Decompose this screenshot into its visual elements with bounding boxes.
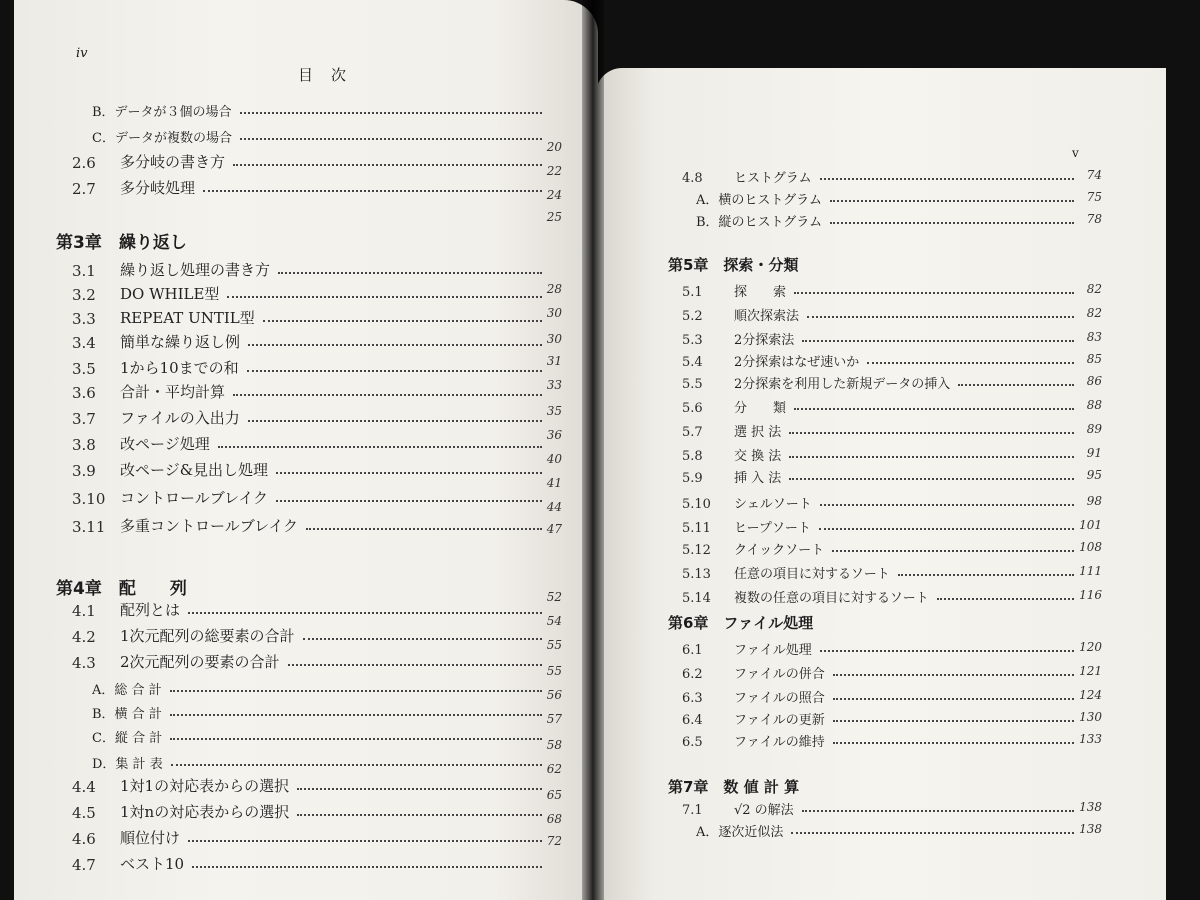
section-title: C．縦 合 計 <box>92 731 163 746</box>
leader-dots <box>188 612 542 614</box>
leader-dots <box>789 478 1074 480</box>
section-title: √2 の解法 <box>734 803 794 818</box>
section-number: 4.5 <box>72 804 96 822</box>
page-number: 58 <box>546 738 562 752</box>
section-title: 多分岐の書き方 <box>120 153 226 171</box>
leader-dots <box>833 742 1074 744</box>
section-title: 2次元配列の要素の合計 <box>120 653 280 671</box>
page-number: 89 <box>1086 422 1102 436</box>
leader-dots <box>288 664 542 666</box>
toc-entry <box>682 394 1080 416</box>
leader-dots <box>276 472 542 474</box>
leader-dots <box>218 446 542 448</box>
page-number: 55 <box>546 664 562 678</box>
leader-dots <box>192 866 542 868</box>
page-number: 116 <box>1079 588 1102 602</box>
leader-dots <box>240 138 542 140</box>
leader-dots <box>276 500 542 502</box>
leader-dots <box>227 296 542 298</box>
leader-dots <box>248 420 542 422</box>
section-number: 3.4 <box>72 334 96 352</box>
section-number: 6.3 <box>682 691 703 706</box>
section-number: 3.11 <box>72 518 106 536</box>
section-title: 多分岐処理 <box>120 179 196 197</box>
section-title: 2分探索を利用した新規データの挿入 <box>734 377 951 392</box>
page-number: 36 <box>546 428 562 442</box>
chapter-heading: 第6章 ファイル処理 <box>668 614 814 632</box>
page-number: 83 <box>1086 330 1102 344</box>
section-title: 分 類 <box>734 401 787 416</box>
leader-dots <box>820 650 1074 652</box>
section-number: 4.6 <box>72 830 96 848</box>
leader-dots <box>240 112 542 114</box>
leader-dots <box>306 528 542 530</box>
page-number: 98 <box>1086 494 1102 508</box>
leader-dots <box>789 432 1074 434</box>
section-title: DO WHILE型 <box>120 285 220 303</box>
toc-entry <box>92 124 548 146</box>
section-title: ファイルの更新 <box>734 713 825 728</box>
toc-entry <box>72 356 548 378</box>
section-title: B．縦のヒストグラム <box>696 215 823 230</box>
page-number: 120 <box>1079 640 1102 654</box>
toc-entry <box>682 536 1080 558</box>
chapter-heading: 第4章 配 列 <box>56 579 187 599</box>
leader-dots <box>297 814 542 816</box>
section-title: 多重コントロールブレイク <box>120 517 299 535</box>
toc-entry <box>682 326 1080 348</box>
section-number: 5.13 <box>682 567 711 582</box>
leader-dots <box>833 698 1074 700</box>
section-title: 複数の任意の項目に対するソート <box>734 591 929 606</box>
section-title: 合計・平均計算 <box>120 383 226 401</box>
page-number: 52 <box>546 590 562 604</box>
leader-dots <box>820 178 1074 180</box>
toc-entry <box>682 728 1080 750</box>
page-number: 82 <box>1086 306 1102 320</box>
leader-dots <box>830 222 1074 224</box>
toc-entry <box>72 800 548 822</box>
leader-dots <box>188 840 542 842</box>
toc-entry <box>72 306 548 328</box>
toc-entry <box>682 490 1080 512</box>
leader-dots <box>794 408 1074 410</box>
page-number: 111 <box>1079 564 1102 578</box>
section-number: 5.14 <box>682 591 711 606</box>
leader-dots <box>898 574 1074 576</box>
book-gutter <box>582 0 604 900</box>
section-title: 1対1の対応表からの選択 <box>120 777 290 795</box>
toc-entry <box>682 418 1080 440</box>
toc-entry <box>682 514 1080 536</box>
chapter-heading: 第3章 繰り返し <box>56 233 187 253</box>
section-number: 3.8 <box>72 436 96 454</box>
page-number: 138 <box>1079 800 1102 814</box>
section-number: 5.2 <box>682 309 703 324</box>
section-number: 3.2 <box>72 286 96 304</box>
page-number: 68 <box>546 812 562 826</box>
section-title: A．横のヒストグラム <box>696 193 822 208</box>
leader-dots <box>833 674 1074 676</box>
toc-entry <box>682 660 1080 682</box>
section-number: 5.4 <box>682 355 703 370</box>
toc-entry <box>72 598 548 620</box>
section-title: 探 索 <box>734 285 787 300</box>
section-title: 選 択 法 <box>734 425 782 440</box>
leader-dots <box>278 272 542 274</box>
page-number: 82 <box>1086 282 1102 296</box>
page-number: 25 <box>546 210 562 224</box>
page-number: 133 <box>1079 732 1102 746</box>
section-number: 7.1 <box>682 803 703 818</box>
page-number: 24 <box>546 188 562 202</box>
page-number: 138 <box>1079 822 1102 836</box>
page-number: 108 <box>1079 540 1102 554</box>
toc-entry <box>72 624 548 646</box>
section-number: 3.1 <box>72 262 96 280</box>
section-number: 3.6 <box>72 384 96 402</box>
toc-entry <box>682 684 1080 706</box>
section-title: 改ページ処理 <box>120 435 210 453</box>
leader-dots <box>867 362 1074 364</box>
toc-entry <box>696 208 1080 230</box>
leader-dots <box>789 456 1074 458</box>
section-number: 5.10 <box>682 497 711 512</box>
page-number: 44 <box>546 500 562 514</box>
section-title: 順次探索法 <box>734 309 800 324</box>
page-number: 30 <box>546 306 562 320</box>
page-number: 95 <box>1086 468 1102 482</box>
page-number: 62 <box>546 762 562 776</box>
leader-dots <box>233 164 542 166</box>
section-title: 1対nの対応表からの選択 <box>120 803 290 821</box>
section-number: 5.8 <box>682 449 703 464</box>
section-title: ファイルの併合 <box>734 667 825 682</box>
page-number: 101 <box>1079 518 1102 532</box>
section-title: D．集 計 表 <box>92 757 163 772</box>
page-number: 57 <box>546 712 562 726</box>
section-title: ベスト10 <box>120 855 185 873</box>
toc-entry <box>682 796 1080 818</box>
section-title: REPEAT UNTIL型 <box>120 309 255 327</box>
toc-entry <box>72 458 548 480</box>
toc-entry <box>682 164 1080 186</box>
section-number: 5.6 <box>682 401 703 416</box>
toc-entry <box>682 302 1080 324</box>
page-number: 22 <box>546 164 562 178</box>
toc-entry <box>72 852 548 874</box>
section-title: ファイルの維持 <box>734 735 825 750</box>
section-title: 1次元配列の総要素の合計 <box>120 627 295 645</box>
leader-dots <box>263 320 542 322</box>
page-number: 56 <box>546 688 562 702</box>
toc-entry <box>682 442 1080 464</box>
page-number: 40 <box>546 452 562 466</box>
toc-entry <box>92 98 548 120</box>
section-number: 5.11 <box>682 521 711 536</box>
toc-entry <box>72 486 548 508</box>
section-title: コントロールブレイク <box>120 489 269 507</box>
page-number: 30 <box>546 332 562 346</box>
leader-dots <box>248 344 542 346</box>
page-number: 86 <box>1086 374 1102 388</box>
section-number: 3.10 <box>72 490 106 508</box>
section-title: 2分探索法 <box>734 333 795 348</box>
page-number: 72 <box>546 834 562 848</box>
page-number: 47 <box>546 522 562 536</box>
page-number: 33 <box>546 378 562 392</box>
section-title: 任意の項目に対するソート <box>734 567 890 582</box>
section-number: 4.7 <box>72 856 96 874</box>
section-number: 3.3 <box>72 310 96 328</box>
toc-entry <box>72 406 548 428</box>
section-title: ヒープソート <box>734 521 811 536</box>
section-number: 5.12 <box>682 543 711 558</box>
page-number: 75 <box>1086 190 1102 204</box>
section-number: 6.2 <box>682 667 703 682</box>
toc-entry <box>72 330 548 352</box>
toc-entry <box>72 774 548 796</box>
section-title: 2分探索はなぜ速いか <box>734 355 860 370</box>
page-number: 54 <box>546 614 562 628</box>
page-number: 41 <box>546 476 562 490</box>
page-number: 20 <box>546 140 562 154</box>
leader-dots <box>297 788 542 790</box>
leader-dots <box>303 638 542 640</box>
toc-entry <box>72 514 548 536</box>
page-number: 35 <box>546 404 562 418</box>
toc-entry <box>682 560 1080 582</box>
section-number: 2.7 <box>72 180 96 198</box>
leader-dots <box>247 370 542 372</box>
toc-entry <box>92 724 548 746</box>
chapter-heading: 第5章 探索・分類 <box>668 256 799 274</box>
section-title: 挿 入 法 <box>734 471 782 486</box>
section-number: 4.1 <box>72 602 96 620</box>
section-number: 4.2 <box>72 628 96 646</box>
section-number: 6.5 <box>682 735 703 750</box>
leader-dots <box>802 340 1074 342</box>
section-title: ヒストグラム <box>734 171 812 186</box>
leader-dots <box>802 810 1074 812</box>
section-title: 改ページ&見出し処理 <box>120 461 269 479</box>
section-title: C．データが複数の場合 <box>92 131 232 146</box>
section-title: クイックソート <box>734 543 825 558</box>
section-title: ファイル処理 <box>734 643 812 658</box>
section-title: 配列とは <box>120 601 181 619</box>
page-number: 65 <box>546 788 562 802</box>
page-number: 28 <box>546 282 562 296</box>
toc-entry <box>682 636 1080 658</box>
page-number: 74 <box>1086 168 1102 182</box>
leader-dots <box>233 394 542 396</box>
toc-entry <box>92 750 548 772</box>
section-number: 5.7 <box>682 425 703 440</box>
toc-entry <box>682 464 1080 486</box>
chapter-heading: 第7章 数 値 計 算 <box>668 778 800 796</box>
leader-dots <box>833 720 1074 722</box>
section-number: 5.3 <box>682 333 703 348</box>
section-number: 4.4 <box>72 778 96 796</box>
section-number: 3.7 <box>72 410 96 428</box>
section-number: 2.6 <box>72 154 96 172</box>
page-number: 78 <box>1086 212 1102 226</box>
section-title: A．総 合 計 <box>92 683 162 698</box>
section-title: A．逐次近似法 <box>696 825 784 840</box>
toc-entry <box>92 676 548 698</box>
leader-dots <box>791 832 1074 834</box>
leader-dots <box>170 690 542 692</box>
toc-entry <box>682 370 1080 392</box>
section-title: 1から10までの和 <box>120 359 239 377</box>
toc-entry <box>72 650 548 672</box>
section-title: 繰り返し処理の書き方 <box>120 261 271 279</box>
page-number: 124 <box>1079 688 1102 702</box>
section-number: 6.1 <box>682 643 703 658</box>
left-folio: iv <box>76 46 88 61</box>
section-number: 5.1 <box>682 285 703 300</box>
leader-dots <box>203 190 542 192</box>
leader-dots <box>794 292 1074 294</box>
leader-dots <box>170 738 542 740</box>
page-number: 91 <box>1086 446 1102 460</box>
toc-entry <box>682 706 1080 728</box>
section-title: ファイルの照合 <box>734 691 825 706</box>
leader-dots <box>830 200 1074 202</box>
leader-dots <box>171 764 542 766</box>
toc-entry <box>72 826 548 848</box>
leader-dots <box>170 714 542 716</box>
toc-entry <box>696 186 1080 208</box>
section-title: 順位付け <box>120 829 181 847</box>
leader-dots <box>832 550 1074 552</box>
section-number: 4.3 <box>72 654 96 672</box>
toc-entry <box>72 282 548 304</box>
toc-entry <box>72 258 548 280</box>
section-title: B．横 合 計 <box>92 707 162 722</box>
page-header: 目次 <box>298 66 365 84</box>
toc-entry <box>682 348 1080 370</box>
section-number: 5.9 <box>682 471 703 486</box>
page-number: 85 <box>1086 352 1102 366</box>
section-title: 交 換 法 <box>734 449 782 464</box>
toc-entry <box>72 432 548 454</box>
section-number: 5.5 <box>682 377 703 392</box>
section-number: 3.5 <box>72 360 96 378</box>
leader-dots <box>819 528 1074 530</box>
section-number: 4.8 <box>682 171 703 186</box>
section-title: ファイルの入出力 <box>120 409 240 427</box>
toc-entry <box>72 176 548 198</box>
toc-entry <box>682 584 1080 606</box>
section-title: 簡単な繰り返し例 <box>120 333 241 351</box>
toc-entry <box>72 380 548 402</box>
section-number: 3.9 <box>72 462 96 480</box>
section-title: B．データが３個の場合 <box>92 105 232 120</box>
page-number: 31 <box>546 354 562 368</box>
page-number: 130 <box>1079 710 1102 724</box>
section-title: シェルソート <box>734 497 812 512</box>
leader-dots <box>820 504 1074 506</box>
toc-entry <box>682 278 1080 300</box>
page-number: 55 <box>546 638 562 652</box>
page-number: 88 <box>1086 398 1102 412</box>
section-number: 6.4 <box>682 713 703 728</box>
page-number: 121 <box>1079 664 1102 678</box>
right-folio: v <box>1072 146 1079 160</box>
toc-entry <box>72 150 548 172</box>
toc-entry <box>92 700 548 722</box>
toc-entry <box>696 818 1080 840</box>
leader-dots <box>807 316 1074 318</box>
